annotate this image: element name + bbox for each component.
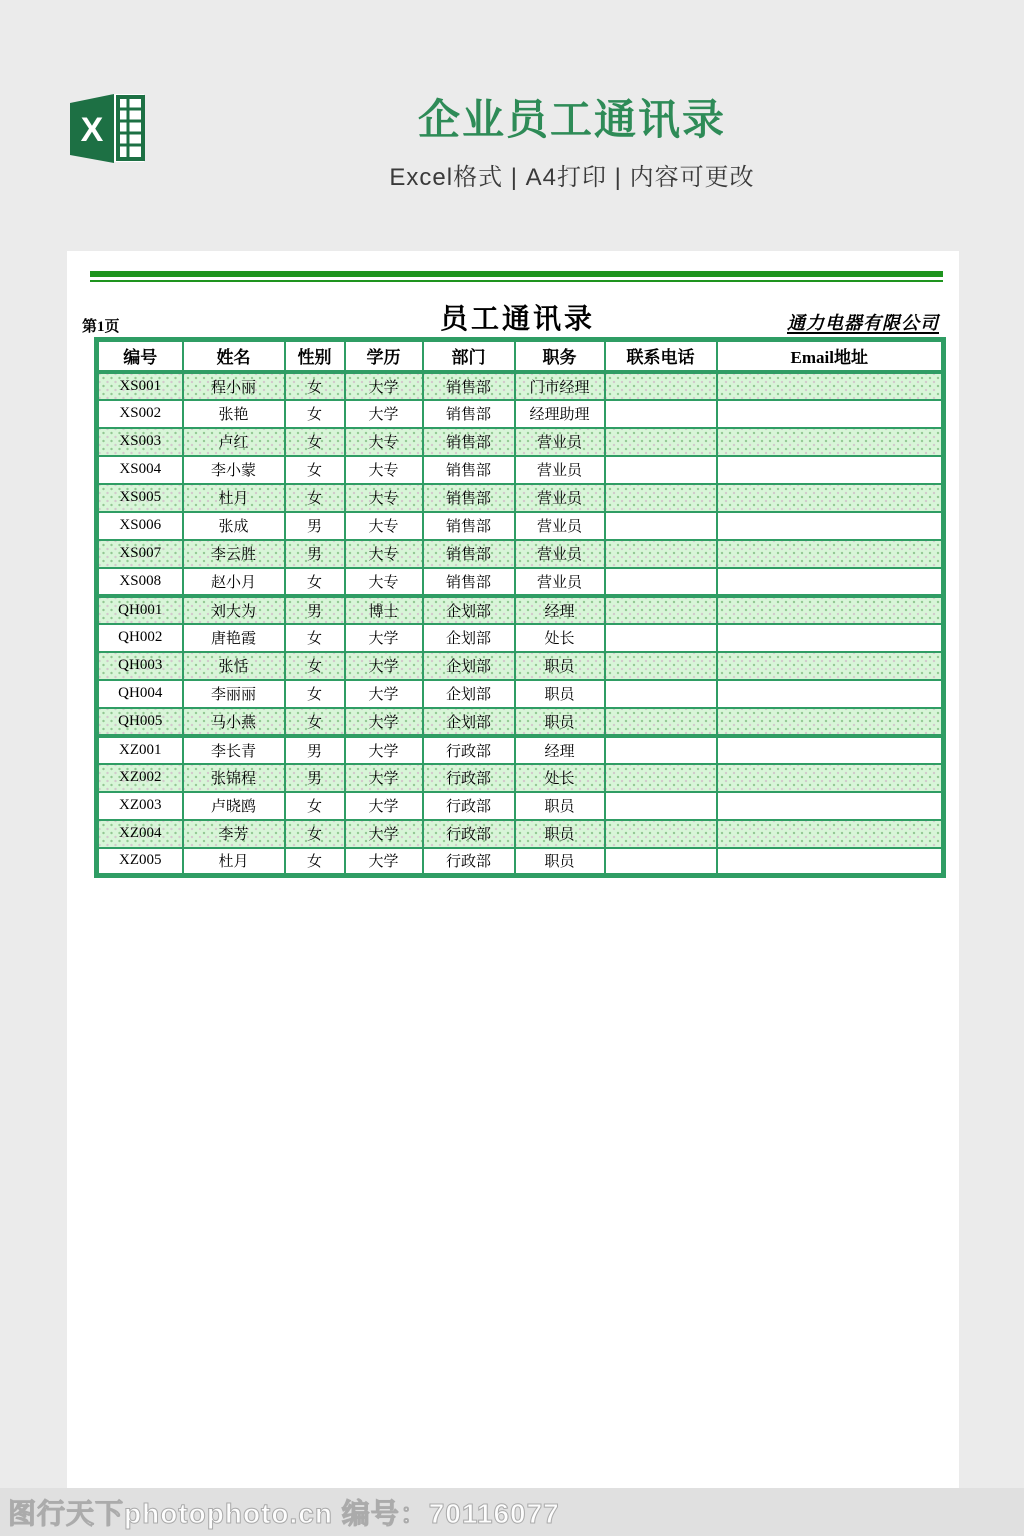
- table-row: [97, 708, 944, 736]
- cell-gender: 女: [285, 624, 345, 652]
- cell-position: 处长: [515, 764, 605, 792]
- cell-department: 行政部: [423, 820, 515, 848]
- cell-phone: [605, 540, 717, 568]
- cell-phone: [605, 736, 717, 764]
- cell-phone: [605, 568, 717, 596]
- cell-name: 李芳: [183, 820, 285, 848]
- cell-gender: 女: [285, 820, 345, 848]
- cell-id: QH003: [97, 652, 183, 680]
- cell-name: 杜月: [183, 848, 285, 876]
- cell-id: XZ002: [97, 764, 183, 792]
- cell-name: 刘大为: [183, 596, 285, 624]
- table-row: [97, 512, 944, 540]
- cell-phone: [605, 848, 717, 876]
- cell-gender: 女: [285, 708, 345, 736]
- cell-education: 大专: [345, 540, 423, 568]
- cell-phone: [605, 792, 717, 820]
- cell-phone: [605, 372, 717, 400]
- cell-name: 杜月: [183, 484, 285, 512]
- cell-email: [717, 848, 944, 876]
- column-header-position: 职务: [515, 340, 605, 372]
- cell-id: XS006: [97, 512, 183, 540]
- cell-position: 营业员: [515, 512, 605, 540]
- cell-name: 李云胜: [183, 540, 285, 568]
- green-rule-thick: [90, 271, 943, 277]
- cell-name: 李小蒙: [183, 456, 285, 484]
- table-row: [97, 624, 944, 652]
- cell-department: 行政部: [423, 848, 515, 876]
- cell-department: 企划部: [423, 680, 515, 708]
- table-row: [97, 596, 944, 624]
- cell-education: 大专: [345, 456, 423, 484]
- cell-department: 行政部: [423, 792, 515, 820]
- cell-position: 营业员: [515, 540, 605, 568]
- cell-id: XS004: [97, 456, 183, 484]
- cell-phone: [605, 596, 717, 624]
- cell-email: [717, 680, 944, 708]
- cell-position: 营业员: [515, 568, 605, 596]
- cell-department: 销售部: [423, 372, 515, 400]
- cell-phone: [605, 624, 717, 652]
- cell-education: 大学: [345, 792, 423, 820]
- watermark-bar: [0, 1488, 1024, 1536]
- cell-gender: 女: [285, 400, 345, 428]
- table-row: [97, 428, 944, 456]
- table-row: [97, 652, 944, 680]
- table-row: [97, 680, 944, 708]
- table-row: [97, 484, 944, 512]
- table-row: [97, 820, 944, 848]
- cell-position: 营业员: [515, 484, 605, 512]
- cell-id: XZ001: [97, 736, 183, 764]
- table-row: [97, 372, 944, 400]
- sheet-title: 员工通讯录: [439, 304, 595, 335]
- table-row: [97, 400, 944, 428]
- cell-name: 卢红: [183, 428, 285, 456]
- cell-education: 大学: [345, 820, 423, 848]
- table-row: [97, 792, 944, 820]
- cell-education: 大学: [345, 372, 423, 400]
- table-row: [97, 456, 944, 484]
- table-row: [97, 848, 944, 876]
- excel-x-letter: X: [80, 111, 104, 149]
- cell-department: 企划部: [423, 708, 515, 736]
- cell-gender: 女: [285, 456, 345, 484]
- cell-id: XS003: [97, 428, 183, 456]
- cell-email: [717, 372, 944, 400]
- cell-gender: 男: [285, 540, 345, 568]
- cell-department: 销售部: [423, 540, 515, 568]
- cell-gender: 女: [285, 568, 345, 596]
- cell-education: 大专: [345, 512, 423, 540]
- cell-email: [717, 456, 944, 484]
- cell-id: XZ003: [97, 792, 183, 820]
- cell-position: 营业员: [515, 428, 605, 456]
- cell-education: 博士: [345, 596, 423, 624]
- contact-table: [94, 337, 946, 878]
- watermark-text: 图行天下photophoto.cn 编号：70116077: [8, 1498, 560, 1529]
- cell-department: 销售部: [423, 428, 515, 456]
- cell-name: 马小燕: [183, 708, 285, 736]
- cell-position: 营业员: [515, 456, 605, 484]
- table-body: [97, 372, 944, 876]
- green-rule-thin: [90, 280, 943, 282]
- table-header: [97, 340, 944, 372]
- cell-education: 大学: [345, 736, 423, 764]
- cell-gender: 女: [285, 372, 345, 400]
- poster-header: [0, 0, 1024, 250]
- cell-email: [717, 540, 944, 568]
- cell-education: 大专: [345, 568, 423, 596]
- cell-name: 张恬: [183, 652, 285, 680]
- cell-name: 程小丽: [183, 372, 285, 400]
- sheet-head: [82, 293, 941, 337]
- cell-email: [717, 624, 944, 652]
- cell-department: 销售部: [423, 512, 515, 540]
- cell-gender: 男: [285, 512, 345, 540]
- cell-position: 处长: [515, 624, 605, 652]
- cell-department: 企划部: [423, 596, 515, 624]
- cell-phone: [605, 652, 717, 680]
- cell-id: XS001: [97, 372, 183, 400]
- cell-phone: [605, 764, 717, 792]
- cell-phone: [605, 820, 717, 848]
- cell-department: 企划部: [423, 652, 515, 680]
- cell-id: QH001: [97, 596, 183, 624]
- cell-phone: [605, 708, 717, 736]
- table-row: [97, 764, 944, 792]
- cell-name: 李丽丽: [183, 680, 285, 708]
- cell-education: 大专: [345, 428, 423, 456]
- cell-education: 大学: [345, 764, 423, 792]
- cell-id: QH005: [97, 708, 183, 736]
- cell-id: XZ004: [97, 820, 183, 848]
- column-header-id: 编号: [97, 340, 183, 372]
- cell-gender: 女: [285, 428, 345, 456]
- cell-gender: 男: [285, 736, 345, 764]
- cell-name: 张艳: [183, 400, 285, 428]
- cell-phone: [605, 680, 717, 708]
- cell-education: 大学: [345, 680, 423, 708]
- cell-gender: 女: [285, 848, 345, 876]
- column-header-gender: 性别: [285, 340, 345, 372]
- cell-phone: [605, 400, 717, 428]
- cell-gender: 女: [285, 792, 345, 820]
- table-row: [97, 736, 944, 764]
- cell-email: [717, 652, 944, 680]
- header-row: [97, 340, 944, 372]
- cell-name: 张成: [183, 512, 285, 540]
- cell-email: [717, 484, 944, 512]
- cell-email: [717, 792, 944, 820]
- cell-department: 销售部: [423, 456, 515, 484]
- cell-position: 经理助理: [515, 400, 605, 428]
- cell-position: 经理: [515, 736, 605, 764]
- poster-subtitle: Excel格式 | A4打印 | 内容可更改: [389, 164, 755, 192]
- table-row: [97, 540, 944, 568]
- poster-title: 企业员工通讯录: [417, 96, 726, 143]
- cell-gender: 男: [285, 764, 345, 792]
- cell-email: [717, 428, 944, 456]
- cell-id: XZ005: [97, 848, 183, 876]
- cell-position: 职员: [515, 652, 605, 680]
- cell-department: 销售部: [423, 568, 515, 596]
- cell-department: 行政部: [423, 736, 515, 764]
- cell-position: 职员: [515, 680, 605, 708]
- cell-position: 职员: [515, 792, 605, 820]
- column-header-phone: 联系电话: [605, 340, 717, 372]
- cell-gender: 女: [285, 680, 345, 708]
- cell-education: 大学: [345, 848, 423, 876]
- cell-position: 门市经理: [515, 372, 605, 400]
- cell-position: 职员: [515, 820, 605, 848]
- a4-page: [67, 251, 959, 1488]
- cell-department: 销售部: [423, 400, 515, 428]
- column-header-email: Email地址: [717, 340, 944, 372]
- cell-id: XS002: [97, 400, 183, 428]
- cell-name: 张锦程: [183, 764, 285, 792]
- cell-education: 大学: [345, 624, 423, 652]
- cell-phone: [605, 512, 717, 540]
- cell-email: [717, 820, 944, 848]
- cell-name: 赵小月: [183, 568, 285, 596]
- cell-gender: 女: [285, 652, 345, 680]
- cell-email: [717, 764, 944, 792]
- cell-email: [717, 512, 944, 540]
- cell-id: XS005: [97, 484, 183, 512]
- cell-email: [717, 736, 944, 764]
- cell-gender: 女: [285, 484, 345, 512]
- cell-email: [717, 596, 944, 624]
- cell-department: 销售部: [423, 484, 515, 512]
- cell-position: 职员: [515, 708, 605, 736]
- cell-name: 唐艳霞: [183, 624, 285, 652]
- cell-name: 李长青: [183, 736, 285, 764]
- cell-phone: [605, 456, 717, 484]
- company-name: 通力电器有限公司: [787, 313, 939, 333]
- cell-name: 卢晓鸥: [183, 792, 285, 820]
- cell-id: QH004: [97, 680, 183, 708]
- cell-education: 大学: [345, 708, 423, 736]
- cell-education: 大学: [345, 652, 423, 680]
- cell-education: 大专: [345, 484, 423, 512]
- cell-department: 企划部: [423, 624, 515, 652]
- column-header-education: 学历: [345, 340, 423, 372]
- cell-phone: [605, 428, 717, 456]
- cell-position: 职员: [515, 848, 605, 876]
- column-header-department: 部门: [423, 340, 515, 372]
- cell-gender: 男: [285, 596, 345, 624]
- column-header-name: 姓名: [183, 340, 285, 372]
- cell-department: 行政部: [423, 764, 515, 792]
- cell-email: [717, 568, 944, 596]
- cell-position: 经理: [515, 596, 605, 624]
- page-number-label: 第1页: [82, 319, 120, 335]
- cell-education: 大学: [345, 400, 423, 428]
- cell-id: XS008: [97, 568, 183, 596]
- cell-email: [717, 400, 944, 428]
- cell-id: QH002: [97, 624, 183, 652]
- table-row: [97, 568, 944, 596]
- cell-email: [717, 708, 944, 736]
- cell-id: XS007: [97, 540, 183, 568]
- cell-phone: [605, 484, 717, 512]
